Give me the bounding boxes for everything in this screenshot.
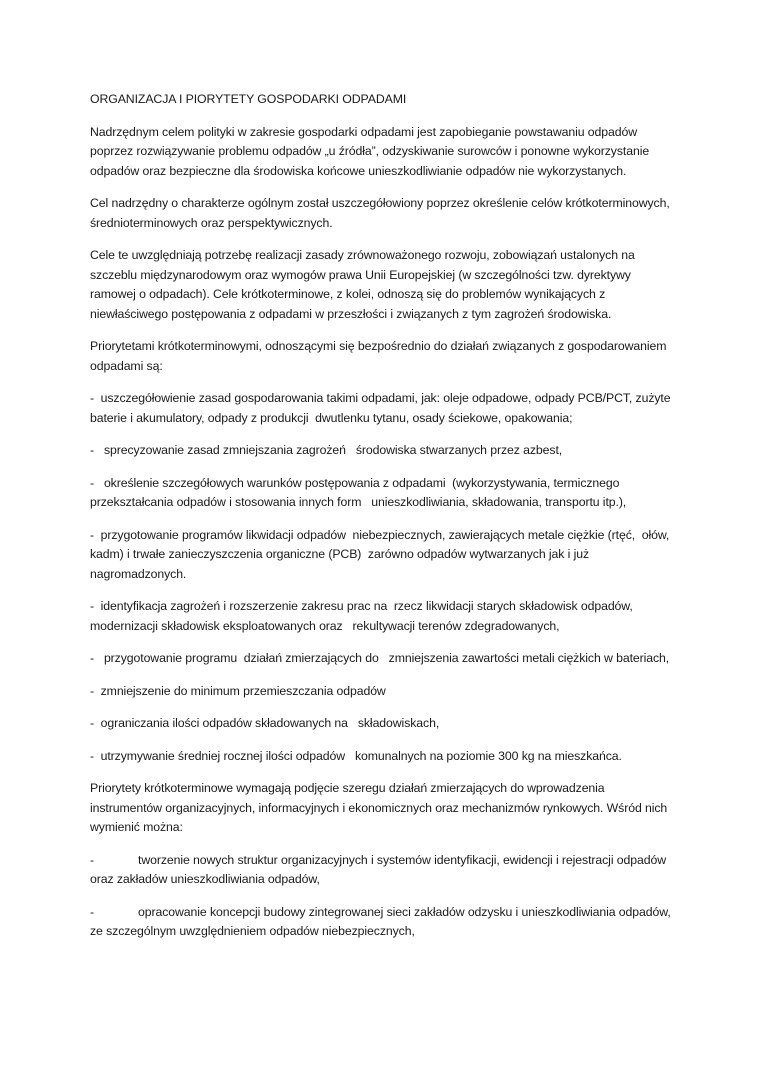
list-item-text: tworzenie nowych struktur organizacyjnych i systemów identyfikacji, ewidencji i rejestracji odpadów oraz zakładów unieszkodliwiania odpadów, bbox=[90, 852, 666, 886]
list-item: - uszczegółowienie zasad gospodarowania takimi odpadami, jak: oleje odpadowe, odpady PCB/PCT, zużyte baterie i akumulatory, odpady z produkcji dwutlenku tytanu, osady ściekowe, opakowania; bbox=[90, 391, 674, 425]
document-body bbox=[90, 90, 675, 955]
paragraph-priorities-intro: Priorytetami krótkoterminowymi, odnoszącymi się bezpośrednio do działań związanych z gospodarowaniem odpadami są: bbox=[90, 339, 667, 373]
list-item: - sprecyzowanie zasad zmniejszania zagrożeń środowiska stwarzanych przez azbest, bbox=[90, 443, 563, 457]
document-title: ORGANIZACJA I PIORYTETY GOSPODARKI ODPADAMI bbox=[90, 92, 407, 106]
list-dash: - bbox=[90, 852, 94, 867]
list-item: - przygotowanie programów likwidacji odpadów niebezpiecznych, zawierających metale ciężkie (rtęć, ołów, kadm) i trwałe zanieczyszczenia organiczne (PCB) zarówno odpadów wytwarzanych jak i już nagromadzonych. bbox=[90, 527, 673, 581]
list-item-text: opracowanie koncepcji budowy zintegrowanej sieci zakładów odzysku i unieszkodliwiania odpadów, ze szczególnym uwzględnieniem odpadów niebezpiecznych, bbox=[90, 904, 671, 938]
list-item bbox=[90, 851, 675, 890]
priorities-list bbox=[90, 389, 675, 766]
list-item: - identyfikacja zagrożeń i rozszerzenie zakresu prac na rzecz likwidacji starych składowisk odpadów, modernizacji składowisk eksploatowanych oraz rekultywacji terenów zdegradowanych, bbox=[90, 599, 637, 633]
list-item: - określenie szczegółowych warunków postępowania z odpadami (wykorzystywania, termicznego przekształcania odpadów i stosowania innych form unieszkodliwiania, składowania, transportu itp.), bbox=[90, 475, 627, 509]
list-item: - przygotowanie programu działań zmierzających do zmniejszenia zawartości metali ciężkich w bateriach, bbox=[90, 651, 670, 665]
list-item bbox=[90, 903, 675, 942]
paragraph-intro: Nadrzędnym celem polityki w zakresie gospodarki odpadami jest zapobieganie powstawaniu odpadów poprzez rozwiązywanie problemu odpadów „u źródła”, odzyskiwanie surowców i ponowne wykorzystanie odpadów oraz bezpieczne dla środowiska końcowe unieszkodliwianie odpadów nie wykorzystanych. bbox=[90, 124, 650, 178]
list-dash: - bbox=[90, 904, 94, 919]
paragraph-goals-context: Cele te uwzględniają potrzebę realizacji zasady zrównoważonego rozwoju, zobowiązań ustalonych na szczeblu międzynarodowym oraz wymogów prawa Unii Europejskiej (w szczególności tzw. dyrektywy ramowej o odpadach). Cele krótkoterminowe, z kolei, odnoszą się do problemów wynikających z niewłaściwego postępowania z odpadami w przeszłości i związanych z tym zagrożeń środowiska. bbox=[90, 248, 635, 321]
paragraph-instruments-intro: Priorytety krótkoterminowe wymagają podjęcie szeregu działań zmierzających do wprowadzenia instrumentów organizacyjnych, informacyjnych i ekonomicznych oraz mechanizmów rynkowych. Wśród nich wymienić można: bbox=[90, 781, 668, 834]
list-item: - utrzymywanie średniej rocznej ilości odpadów komunalnych na poziomie 300 kg na mieszkańca. bbox=[90, 748, 622, 763]
paragraph-goal-detail: Cel nadrzędny o charakterze ogólnym został uszczegółowiony poprzez określenie celów krótkoterminowych, średnioterminowych oraz perspektywicznych. bbox=[90, 196, 670, 230]
list-item: - zmniejszenie do minimum przemieszczania odpadów bbox=[90, 683, 386, 698]
list-item: - ograniczania ilości odpadów składowanych na składowiskach, bbox=[90, 716, 440, 730]
instruments-list bbox=[90, 851, 675, 942]
